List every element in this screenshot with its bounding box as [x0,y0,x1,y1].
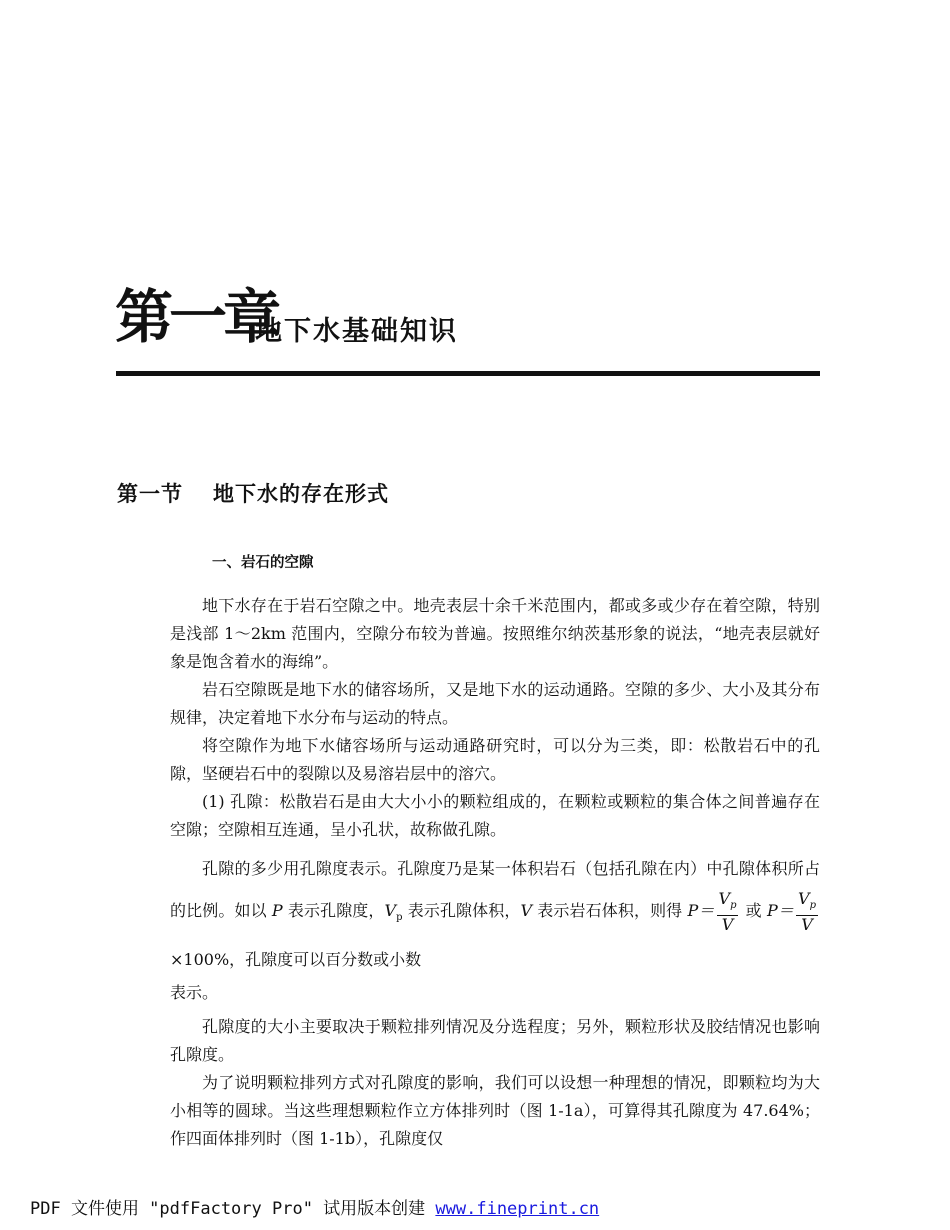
porosity-paragraph: 孔隙的多少用孔隙度表示。孔隙度乃是某一体积岩石（包括孔隙在内）中孔隙体积所占的比例。如以 P 表示孔隙度，$V_p$ 表示孔隙体积，V 表示岩石体积，则得 P＝ $\frac{V_p}{V}$ 或 P＝ $\frac{V_p}{V}$ ×100%，孔隙度可以百分数或小数 [170,859,820,970]
paragraph: 地下水存在于岩石空隙之中。地壳表层十余千米范围内，都或多或少存在着空隙，特别是浅部 1～2km 范围内，空隙分布较为普遍。按照维尔纳茨基形象的说法，“地壳表层就好象是饱含着水的海绵”。 [170,596,820,671]
subsection-title: 一、岩石的空隙 [212,555,314,571]
body-text [170,592,820,1153]
porosity-fraction: $\frac{V_p}{V}$ [718,889,737,934]
section-number: 第一节 [117,482,183,506]
paragraph: 孔隙度的大小主要取决于颗粒排列情况及分选程度；另外，颗粒形状及胶结情况也影响孔隙度。 [170,1017,820,1065]
section-title: 地下水的存在形式 [213,482,389,506]
section-heading [117,478,389,508]
pdf-footer [30,1194,599,1219]
paragraph: 将空隙作为地下水储容场所与运动通路研究时，可以分为三类，即：松散岩石中的孔隙，坚硬岩石中的裂隙以及易溶岩层中的溶穴。 [170,736,820,783]
paragraph: 为了说明颗粒排列方式对孔隙度的影响，我们可以设想一种理想的情况，即颗粒均为大小相等的圆球。当这些理想颗粒作立方体排列时（图 1-1a），可算得其孔隙度为 47.64%；作四面体排列时（图 1-1b），孔隙度仅 [170,1073,820,1149]
chapter-title: 地下水基础知识 [255,316,458,347]
footer-text: PDF 文件使用 "pdfFactory Pro" 试用版本创建 [30,1199,436,1219]
paragraph-continuation: 表示。 [170,983,219,1003]
paragraph: 岩石空隙既是地下水的储容场所，又是地下水的运动通路。空隙的多少、大小及其分布规律，决定着地下水分布与运动的特点。 [170,680,820,727]
formula-lhs: P＝ [767,901,794,920]
paragraph: (1) 孔隙：松散岩石是由大大小小的颗粒组成的，在颗粒或颗粒的集合体之间普遍存在空隙；空隙相互连通，呈小孔状，故称做孔隙。 [170,792,820,839]
chapter-rule [116,371,820,376]
footer-link[interactable]: www.fineprint.cn [435,1199,600,1219]
porosity-fraction: $\frac{V_p}{V}$ [798,889,816,934]
formula-lhs: P＝ [687,901,715,920]
chapter-number: 第一章 [115,283,278,351]
